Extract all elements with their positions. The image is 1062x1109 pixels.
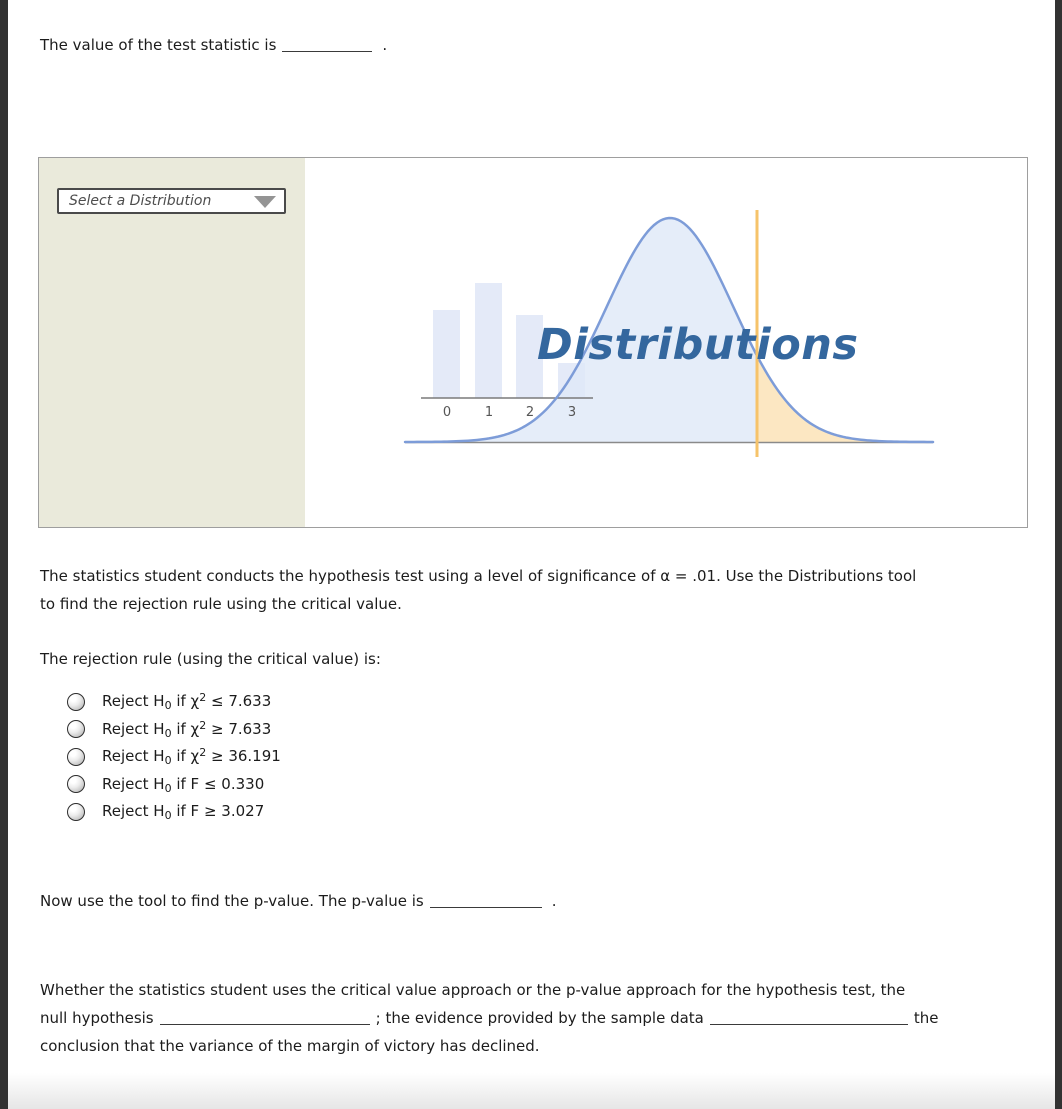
rejection-option-row[interactable]: [67, 743, 281, 771]
bottom-fade: [8, 1073, 1055, 1109]
mini-bar: [433, 310, 460, 398]
tool-chart-area: [305, 158, 1027, 527]
option-label: Reject $H_0$ if F ≥ 3.027: [102, 802, 265, 823]
radio-button[interactable]: [67, 748, 85, 766]
mini-bar: [475, 283, 502, 398]
null-hypothesis-blank[interactable]: [160, 1009, 370, 1025]
mini-axis-tick-label: 1: [484, 405, 494, 420]
distributions-splash-graphic: [305, 158, 1027, 527]
test-statistic-blank[interactable]: [282, 36, 372, 52]
distribution-selector-panel: [39, 158, 305, 527]
test-statistic-question: [40, 36, 387, 54]
significance-line-1: The statistics student conducts the hypothesis test using a level of significance of α = .01. Use the Distributions tool: [40, 567, 917, 585]
distributions-tool: [38, 157, 1028, 528]
dropdown-label: Select a Distribution: [69, 193, 212, 209]
quiz-content: [8, 0, 1055, 1109]
distributions-watermark-text: Distributions: [537, 320, 859, 370]
period: .: [551, 892, 557, 910]
p-value-question: [40, 892, 557, 910]
mini-axis-tick-label: 2: [525, 405, 535, 420]
option-label: Reject $H_0$ if $\chi^2 \ge 7.633$: [102, 718, 272, 740]
radio-button[interactable]: [67, 803, 85, 821]
mini-axis-tick-label: 3: [567, 405, 577, 420]
significance-paragraph: [40, 562, 916, 618]
left-dark-edge: [0, 0, 8, 1109]
rejection-option-row[interactable]: [67, 798, 281, 826]
conclusion-paragraph: [40, 976, 939, 1060]
p-value-text: Now use the tool to find the p-value. The p-value is: [40, 892, 424, 910]
radio-button[interactable]: [67, 720, 85, 738]
conclusion-line-3: conclusion that the variance of the margin of victory has declined.: [40, 1037, 540, 1055]
conclusion-line-2: null hypothesis ; the evidence provided by the sample data the: [40, 1009, 939, 1027]
radio-button[interactable]: [67, 693, 85, 711]
rejection-option-row[interactable]: [67, 716, 281, 744]
test-statistic-text: The value of the test statistic is: [40, 36, 277, 54]
option-label: Reject $H_0$ if F ≤ 0.330: [102, 774, 265, 795]
option-label: Reject $H_0$ if $\chi^2 \le 7.633$: [102, 691, 272, 713]
radio-button[interactable]: [67, 775, 85, 793]
evidence-blank[interactable]: [710, 1009, 908, 1025]
chevron-down-icon: [254, 196, 276, 208]
option-label: Reject $H_0$ if $\chi^2 \ge 36.191$: [102, 746, 281, 768]
right-dark-edge: [1055, 0, 1062, 1109]
significance-line-2: to find the rejection rule using the critical value.: [40, 595, 402, 613]
rejection-rule-prompt: The rejection rule (using the critical value) is:: [40, 650, 381, 668]
period: .: [382, 36, 388, 54]
mini-axis-tick-label: 0: [442, 405, 452, 420]
p-value-blank[interactable]: [430, 892, 542, 908]
rejection-rule-options: [67, 688, 281, 826]
distribution-select-dropdown[interactable]: [57, 188, 286, 214]
conclusion-line-1: Whether the statistics student uses the critical value approach or the p-value approach for the hypothesis test, the: [40, 981, 906, 999]
rejection-option-row[interactable]: [67, 688, 281, 716]
rejection-option-row[interactable]: [67, 771, 281, 799]
